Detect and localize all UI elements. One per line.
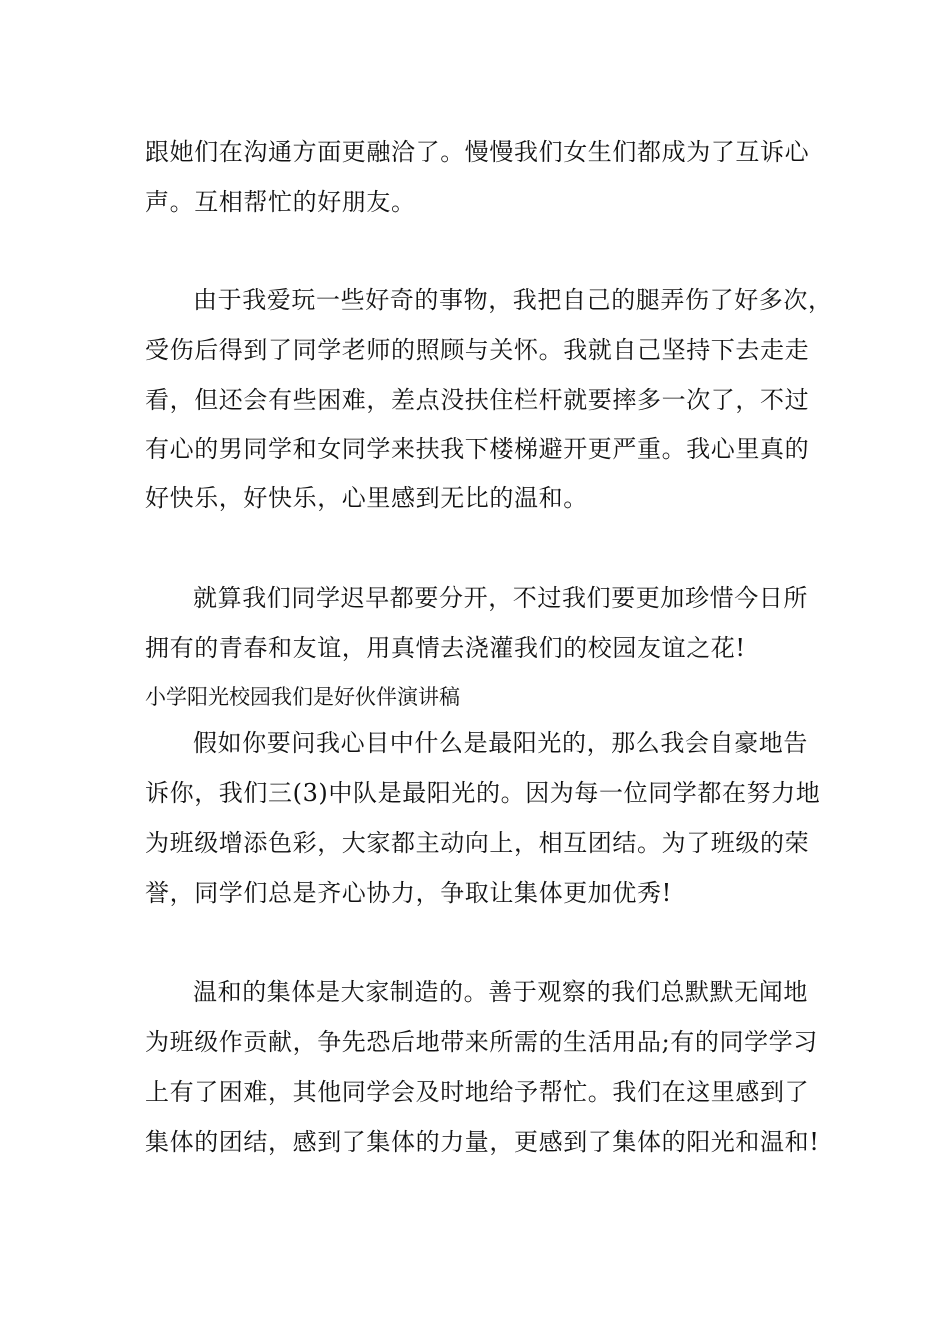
text-line: 跟她们在沟通方面更融洽了。慢慢我们女生们都成为了互诉心: [145, 138, 810, 166]
text-line: 集体的团结，感到了集体的力量，更感到了集体的阳光和温和!: [145, 1128, 820, 1156]
text-line: 上有了困难，其他同学会及时地给予帮忙。我们在这里感到了: [145, 1078, 810, 1106]
text-line: 为班级作贡献，争先恐后地带来所需的生活用品;有的同学学习: [145, 1028, 818, 1056]
text-line: 声。互相帮忙的好朋友。: [145, 188, 416, 216]
text-line: 就算我们同学迟早都要分开，不过我们要更加珍惜今日所: [193, 584, 808, 612]
text-line: 温和的集体是大家制造的。善于观察的我们总默默无闻地: [193, 978, 808, 1006]
text-line: 有心的男同学和女同学来扶我下楼梯避开更严重。我心里真的: [145, 435, 810, 463]
text-line: 誉，同学们总是齐心协力，争取让集体更加优秀!: [145, 879, 672, 907]
text-line: 拥有的青春和友谊，用真情去浇灌我们的校园友谊之花!: [145, 634, 746, 662]
text-line: 由于我爱玩一些好奇的事物，我把自己的腿弄伤了好多次，: [193, 286, 833, 314]
text-line: 看，但还会有些困难，差点没扶住栏杆就要摔多一次了，不过: [145, 386, 810, 414]
text-line: 好快乐，好快乐，心里感到无比的温和。: [145, 484, 588, 512]
speech-title: 小学阳光校园我们是好伙伴演讲稿: [145, 685, 460, 709]
text-line: 为班级增添色彩，大家都主动向上，相互团结。为了班级的荣: [145, 829, 810, 857]
text-line: 假如你要问我心目中什么是最阳光的，那么我会自豪地告: [193, 729, 808, 757]
text-line: 诉你，我们三(3)中队是最阳光的。因为每一位同学都在努力地: [145, 779, 821, 807]
text-line: 受伤后得到了同学老师的照顾与关怀。我就自己坚持下去走走: [145, 336, 810, 364]
